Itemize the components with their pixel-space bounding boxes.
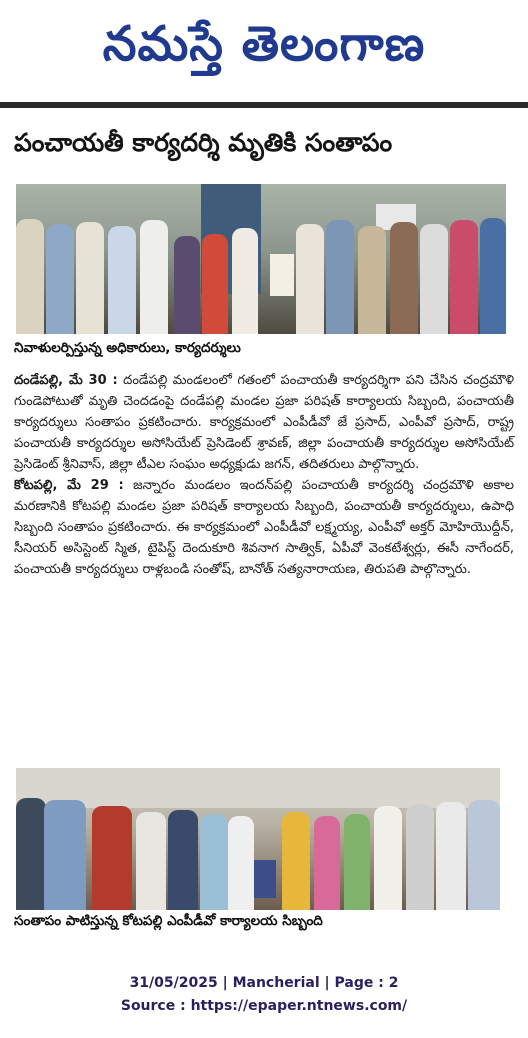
person-figure — [76, 222, 104, 334]
person-figure — [46, 224, 74, 334]
header-divider — [0, 102, 528, 108]
footer-date-line: 31/05/2025 | Mancherial | Page : 2 — [129, 975, 399, 991]
person-figure — [202, 234, 228, 334]
article-body — [14, 370, 514, 580]
chair-shape — [254, 860, 276, 898]
person-figure — [174, 236, 200, 334]
photo-2-caption: సంతాపం పాటిస్తున్న కోటపల్లి ఎంపీడీవో కార్యాలయ సిబ్బంది — [14, 913, 323, 929]
person-figure — [406, 804, 434, 910]
person-figure — [16, 219, 44, 334]
person-figure — [390, 222, 418, 334]
person-figure — [326, 220, 354, 334]
person-figure — [420, 224, 448, 334]
newspaper-title: నమస్తే తెలంగాణ — [102, 16, 426, 72]
person-figure — [282, 812, 310, 910]
person-figure — [374, 806, 402, 910]
person-figure — [16, 798, 46, 910]
ceiling-area — [16, 768, 500, 808]
person-figure — [436, 802, 466, 910]
person-figure — [140, 220, 168, 334]
photo-1-caption: నివాళులర్పిస్తున్న అధికారులు, కార్యదర్శులు — [14, 340, 241, 356]
person-figure — [92, 806, 132, 910]
person-figure — [450, 220, 478, 334]
person-figure — [468, 800, 500, 910]
person-figure — [136, 812, 166, 910]
person-figure — [344, 814, 370, 910]
person-figure — [200, 814, 228, 910]
article-photo-1 — [16, 184, 506, 334]
person-figure — [296, 224, 324, 334]
paragraph-text: జన్నారం మండలం ఇందన్‌పల్లి పంచాయతీ కార్యదర్శి చంద్రమౌళి అకాల మరణానికి కోటపల్లి మండల ప్రజా పరిషత్ కార్యాలయ సిబ్బంది, పంచాయతీ కార్యదర్శులు, ఉపాధి సిబ్బంది సంతాపం ప్రకటించారు. ఈ కార్యక్రమంలో ఎంపీడీవో లక్ష్మయ్య, ఎంపీవో అక్తర్ మోహియొద్దీన్, సీనియర్ అసిస్టెంట్ స్మిత, టైపిస్ట్ దెందుకూరి శివనాగ సాత్విక్, ఏపీవో వెంకటేశ్వర్లు, ఈసీ నాగేందర్, పంచాయతీ కార్యదర్శులు రాళ్లబండి సంతోష్, బానోత్ సత్యనారాయణ, తిరుపతి పాల్గొన్నారు. — [14, 478, 514, 577]
paragraph-text: దండేపల్లి మండలంలో గతంలో పంచాయతీ కార్యదర్శిగా పని చేసిన చంద్రమౌళి గుండెపోటుతో మృతి చెందడంపై దండేపల్లి మండల ప్రజా పరిషత్ కార్యాలయ సిబ్బంది, పంచాయతీ కార్యదర్శులు సంతాపం ప్రకటించారు. కార్యక్రమంలో ఎంపీడీవో జే ప్రసాద్, ఎంపీవో ప్రసాద్, రాష్ట్ర పంచాయతీ కార్యదర్శుల అసోసియేట్ ప్రెసిడెంట్ శ్రావణ్, జిల్లా పంచాయతీ కార్యదర్శుల అసోసియేట్ ప్రెసిడెంట్ శ్రీనివాస్, జిల్లా టీఎల సంఘం అధ్యక్షుడు జగన్, తదితరులు పాల్గొన్నారు. — [14, 373, 514, 472]
person-figure — [480, 218, 506, 334]
person-figure — [168, 810, 198, 910]
person-figure — [358, 226, 386, 334]
portrait-frame — [270, 254, 294, 296]
article-paragraph — [14, 475, 514, 580]
masthead — [0, 0, 528, 100]
dateline: కోటపల్లి, మే 29 : — [14, 478, 124, 493]
person-figure — [232, 228, 258, 334]
person-figure — [314, 816, 340, 910]
article-headline: పంచాయతీ కార్యదర్శి మృతికి సంతాపం — [14, 128, 393, 157]
person-figure — [44, 800, 86, 910]
footer-source-line: Source : https://epaper.ntnews.com/ — [120, 998, 408, 1014]
dateline: దండేపల్లి, మే 30 : — [14, 373, 118, 388]
article-photo-2 — [16, 768, 500, 910]
article-paragraph — [14, 370, 514, 475]
person-figure — [108, 226, 136, 334]
person-figure — [228, 816, 254, 910]
